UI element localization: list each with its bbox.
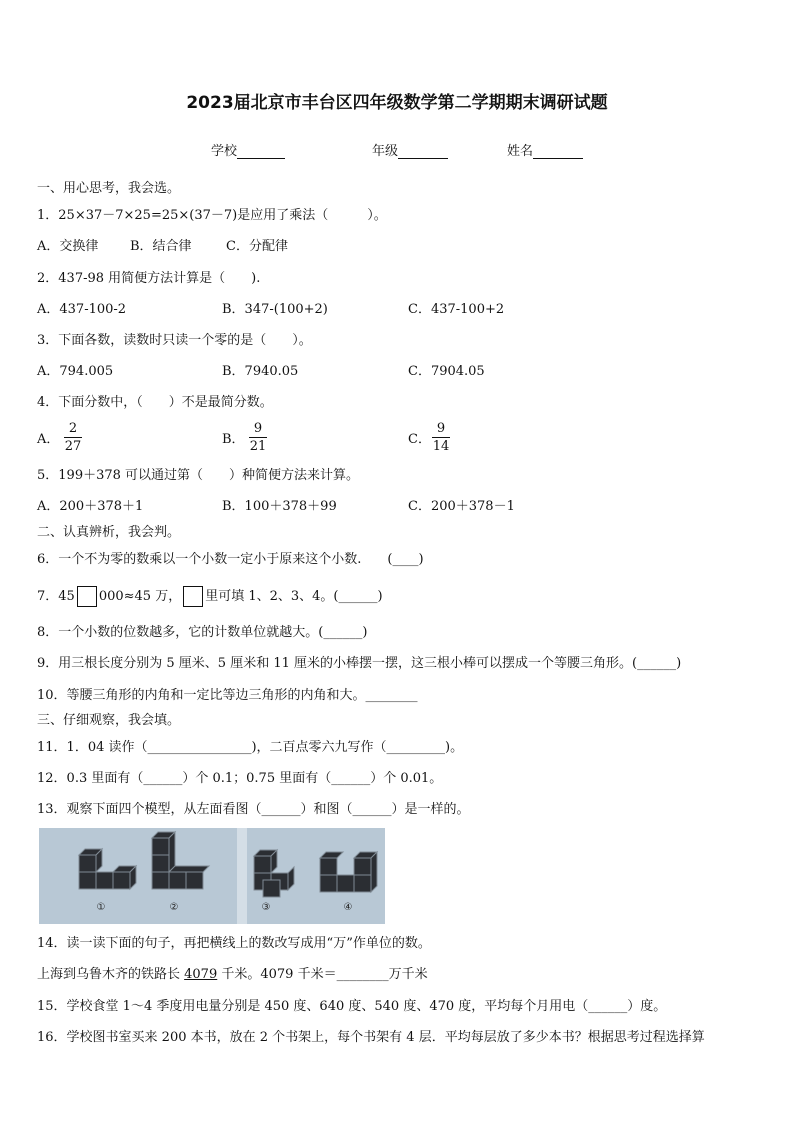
q1-option-c: C．分配律 bbox=[226, 239, 288, 254]
question-6: 6．一个不为零的数乘以一个小数一定小于原来这个小数. (____) bbox=[37, 552, 424, 567]
model-label-3: ③ bbox=[261, 902, 271, 913]
question-4: 4．下面分数中，（ ）不是最简分数。 bbox=[37, 395, 273, 410]
question-10: 10．等腰三角形的内角和一定比等边三角形的内角和大。________ bbox=[37, 688, 418, 703]
q4-option-c-fraction bbox=[432, 421, 450, 455]
page-title: 2023届北京市丰台区四年级数学第二学期期末调研试题 bbox=[186, 93, 608, 113]
q5-option-a: A．200＋378＋1 bbox=[37, 499, 144, 514]
name-blank[interactable] bbox=[533, 144, 583, 159]
q2-option-a: A．437-100-2 bbox=[37, 302, 127, 317]
q3-option-c: C．7904.05 bbox=[408, 364, 485, 379]
q4-option-a-label: A． bbox=[37, 432, 60, 447]
q2-option-c: C．437-100+2 bbox=[408, 302, 505, 317]
q4-option-b-label: B． bbox=[222, 432, 245, 447]
question-7 bbox=[37, 586, 383, 607]
school-blank[interactable] bbox=[237, 144, 285, 159]
q7-part-1: 7．45 bbox=[37, 589, 75, 604]
q4-option-a-fraction bbox=[64, 421, 82, 455]
grade-label: 年级 bbox=[372, 144, 399, 159]
grade-field bbox=[372, 140, 448, 159]
question-8: 8．一个小数的位数越多，它的计数单位就越大。(______) bbox=[37, 625, 368, 640]
model-label-2: ② bbox=[169, 902, 179, 913]
cube-models-figure bbox=[39, 828, 385, 924]
question-3: 3．下面各数，读数时只读一个零的是（ ）。 bbox=[37, 333, 312, 348]
q14-underlined-number: 4079 bbox=[184, 967, 218, 982]
q1-option-b: B．结合律 bbox=[130, 239, 192, 254]
q7-part-3: 里可填 1、2、3、4。(______) bbox=[205, 589, 383, 604]
question-5: 5．199＋378 可以通过第（ ）种简便方法来计算。 bbox=[37, 468, 360, 483]
name-field bbox=[507, 140, 583, 159]
question-16: 16．学校图书室买来 200 本书，放在 2 个书架上，每个书架有 4 层．平均每层放了多少本书？根据思考过程选择算 bbox=[37, 1030, 705, 1045]
model-label-1: ① bbox=[96, 902, 106, 913]
cube-models-photo bbox=[39, 828, 385, 924]
fraction-numerator: 9 bbox=[432, 421, 450, 438]
q14-sentence-start: 上海到乌鲁木齐的铁路长 bbox=[37, 967, 185, 982]
q4-option-b-fraction bbox=[249, 421, 267, 455]
q5-option-b: B．100＋378＋99 bbox=[222, 499, 337, 514]
fraction-numerator: 2 bbox=[64, 421, 82, 438]
answer-box[interactable] bbox=[183, 586, 203, 607]
fraction-denominator: 21 bbox=[249, 439, 267, 454]
school-label: 学校 bbox=[211, 144, 238, 159]
question-15: 15．学校食堂 1～4 季度用电量分别是 450 度、640 度、540 度、470 度，平均每个月用电（______）度。 bbox=[37, 999, 667, 1014]
question-1: 1．25×37－7×25=25×(37－7)是应用了乘法（ ）。 bbox=[37, 208, 387, 223]
q3-option-a: A．794.005 bbox=[37, 364, 114, 379]
q2-option-b: B．347-(100+2) bbox=[222, 302, 328, 317]
q14-sentence-end: 千米。4079 千米＝________万千米 bbox=[217, 967, 428, 982]
answer-box[interactable] bbox=[77, 586, 97, 607]
name-label: 姓名 bbox=[507, 144, 534, 159]
fraction-denominator: 14 bbox=[432, 439, 450, 454]
question-13: 13．观察下面四个模型，从左面看图（______）和图（______）是一样的。 bbox=[37, 802, 470, 817]
question-2: 2．437-98 用简便方法计算是（ ). bbox=[37, 271, 261, 286]
grade-blank[interactable] bbox=[398, 144, 448, 159]
section-1-heading: 一、用心思考，我会选。 bbox=[37, 181, 181, 196]
question-9: 9．用三根长度分别为 5 厘米、5 厘米和 11 厘米的小棒摆一摆，这三根小棒可以摆成一个等腰三角形。(______) bbox=[37, 656, 682, 671]
q3-option-b: B．7940.05 bbox=[222, 364, 299, 379]
section-2-heading: 二、认真辨析，我会判。 bbox=[37, 525, 181, 540]
question-11: 11．1．04 读作（________________)，二百点零六九写作（_________)。 bbox=[37, 740, 464, 755]
q1-option-a: A．交换律 bbox=[37, 239, 99, 254]
q7-part-2: 000≈45 万， bbox=[98, 589, 182, 604]
question-12: 12．0.3 里面有（______）个 0.1；0.75 里面有（______）个 0.01。 bbox=[37, 771, 443, 786]
section-3-heading: 三、仔细观察，我会填。 bbox=[37, 713, 181, 728]
q4-option-c-label: C． bbox=[408, 432, 431, 447]
q5-option-c: C．200＋378－1 bbox=[408, 499, 515, 514]
model-label-4: ④ bbox=[343, 902, 353, 913]
question-14-sentence bbox=[37, 966, 428, 984]
question-14: 14．读一读下面的句子，再把横线上的数改写成用“万”作单位的数。 bbox=[37, 936, 431, 951]
school-field bbox=[211, 140, 285, 159]
fraction-numerator: 9 bbox=[249, 421, 267, 438]
fraction-denominator: 27 bbox=[64, 439, 82, 454]
